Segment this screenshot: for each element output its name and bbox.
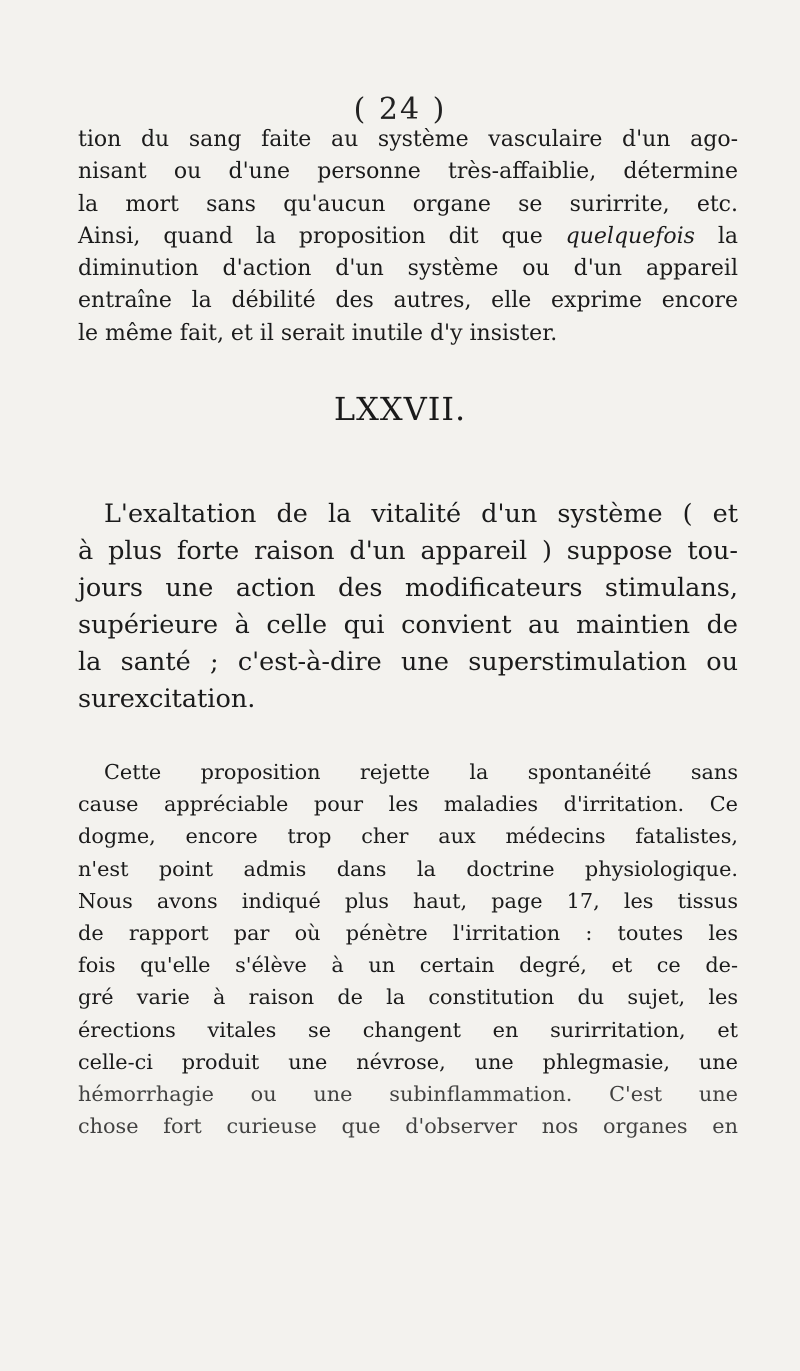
text-line: de rapport par où pénètre l'irritation : toutes les bbox=[78, 921, 738, 946]
text-line: supérieure à celle qui convient au maintien de bbox=[78, 610, 738, 640]
text-segment: Ainsi, quand la proposition dit que bbox=[78, 223, 543, 249]
text-line: à plus forte raison d'un appareil ) suppose tou- bbox=[78, 536, 738, 566]
paragraph-3 bbox=[78, 756, 738, 1142]
text-line: L'exaltation de la vitalité d'un système ( et bbox=[104, 499, 738, 529]
text-line: la mort sans qu'aucun organe se surirrite, etc. bbox=[78, 191, 738, 217]
text-line-with-italic bbox=[78, 221, 738, 253]
text-line: cause appréciable pour les maladies d'irritation. Ce bbox=[78, 792, 738, 817]
text-line: dogme, encore trop cher aux médecins fatalistes, bbox=[78, 824, 738, 849]
text-line: hémorrhagie ou une subinflammation. C'est une bbox=[78, 1082, 738, 1107]
text-line: Nous avons indiqué plus haut, page 17, les tissus bbox=[78, 888, 738, 913]
text-line: entraîne la débilité des autres, elle exprime encore bbox=[78, 288, 738, 314]
page-number: ( 24 ) bbox=[353, 92, 447, 127]
text-segment: la bbox=[694, 223, 738, 249]
text-line: chose fort curieuse que d'observer nos organes en bbox=[78, 1114, 738, 1139]
paragraph-2 bbox=[78, 496, 738, 718]
text-line: nisant ou d'une personne très-affaiblie, détermine bbox=[78, 159, 738, 185]
text-line: érections vitales se changent en surirritation, et bbox=[78, 1017, 738, 1042]
text-line: n'est point admis dans la doctrine physiologique. bbox=[78, 856, 738, 881]
text-line: diminution d'action d'un système ou d'un appareil bbox=[78, 256, 738, 282]
text-line: le même fait, et il serait inutile d'y insister. bbox=[78, 320, 558, 346]
text-line: surexcitation. bbox=[78, 684, 256, 714]
paragraph-1 bbox=[78, 124, 738, 350]
text-line: fois qu'elle s'élève à un certain degré, et ce de- bbox=[78, 953, 738, 978]
text-line: gré varie à raison de la constitution du sujet, les bbox=[78, 985, 738, 1010]
text-line: tion du sang faite au système vasculaire d'un ago- bbox=[78, 127, 738, 152]
text-line: celle-ci produit une névrose, une phlegmasie, une bbox=[78, 1049, 738, 1074]
italic-word: quelquefois bbox=[565, 223, 695, 249]
text-line: Cette proposition rejette la spontanéité sans bbox=[104, 760, 738, 784]
section-heading: LXXVII. bbox=[333, 390, 467, 428]
text-line: la santé ; c'est-à-dire une superstimulation ou bbox=[78, 647, 738, 677]
text-line: jours une action des modificateurs stimulans, bbox=[78, 573, 738, 603]
